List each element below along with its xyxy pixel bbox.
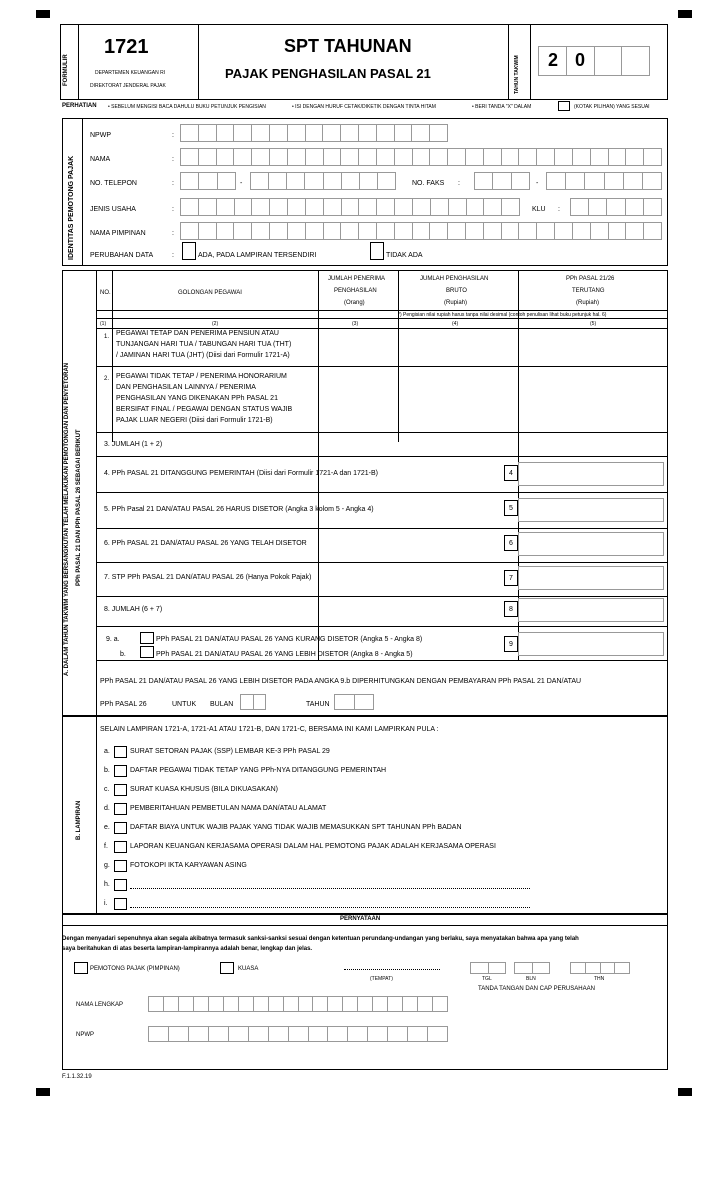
tahun-input[interactable] — [334, 694, 374, 710]
row-8-number: 8 — [504, 601, 518, 617]
row-6-number: 6 — [504, 535, 518, 551]
row-9a-label: PPh PASAL 21 DAN/ATAU PASAL 26 YANG KURANG DISETOR (Angka 5 - Angka 8) — [156, 636, 423, 643]
tgl-label: TGL — [482, 976, 492, 982]
row-9-number: 9 — [504, 636, 518, 652]
kuasa-checkbox[interactable] — [220, 962, 234, 974]
lampiran-checkbox[interactable] — [114, 898, 127, 910]
lampiran-item-key: a. — [104, 748, 110, 755]
col-bruto-header: (Rupiah) — [444, 300, 468, 306]
faks-label: NO. FAKS — [412, 180, 445, 187]
row-6-label: 6. PPh PASAL 21 DAN/ATAU PASAL 26 YANG TELAH DISETOR — [104, 540, 307, 547]
tahun-takwim-label: TAHUN TAKWIM — [514, 55, 520, 94]
row-1-label: / JAMINAN HARI TUA (JHT) (Diisi dari Formulir 1721-A) — [116, 352, 290, 359]
perhatian-label: PERHATIAN — [62, 103, 97, 109]
lampiran-item-label: SURAT KUASA KHUSUS (BILA DIKUASAKAN) — [130, 786, 278, 793]
bln-input[interactable] — [514, 962, 550, 974]
colon: : — [458, 180, 460, 187]
colon: : — [172, 252, 174, 259]
checkbox-sample — [558, 101, 570, 111]
note-text: *) Pengisian nilai rupiah harus tanpa nilai desimal (contoh penulisan lihat buku petunjuk hal. 6) — [398, 312, 607, 318]
row-9-value[interactable] — [518, 632, 664, 656]
lampiran-other-input[interactable] — [130, 887, 530, 889]
dash: - — [240, 180, 243, 187]
lampiran-checkbox[interactable] — [114, 746, 127, 758]
col-pph-header: TERUTANG — [572, 288, 605, 294]
section-b-box — [62, 716, 668, 914]
lampiran-item-label: FOTOKOPI IKTA KARYAWAN ASING — [130, 862, 247, 869]
row-2-label: DAN PENGHASILAN LAINNYA / PENERIMA — [116, 384, 256, 391]
nama-input[interactable] — [180, 148, 662, 166]
untuk-label: UNTUK — [172, 701, 197, 708]
col-penerima-header: PENGHASILAN — [334, 288, 377, 294]
col-no-header: NO. — [100, 290, 111, 296]
col-index: (4) — [452, 321, 459, 327]
lampiran-checkbox[interactable] — [114, 822, 127, 834]
pernyataan-text: saya beritahukan di atas beserta lampiran-lampirannya adalah benar, lengkap dan jelas. — [62, 946, 313, 952]
colon: : — [172, 132, 174, 139]
pernyataan-text: Dengan menyadari sepenuhnya akan segala akibatnya termasuk sanksi-sanksi sesuai dengan ketentuan perundang-undangan yang berlaku, saya menyatakan bahwa apa yang telah — [62, 936, 579, 942]
npwp-label: NPWP — [90, 132, 111, 139]
faks-number-input[interactable] — [546, 172, 662, 190]
dept-label: DEPARTEMEN KEUANGAN RI — [95, 70, 166, 76]
lampiran-item-key: f. — [104, 843, 108, 850]
colon: : — [172, 156, 174, 163]
row-7-value[interactable] — [518, 566, 664, 590]
lampiran-checkbox[interactable] — [114, 841, 127, 853]
perhatian-bullet: • SEBELUM MENGISI BACA DAHULU BUKU PETUNJUK PENGISIAN — [108, 104, 266, 110]
row-number: 2. — [104, 376, 110, 382]
row-number: 1. — [104, 334, 110, 340]
tahun-label: TAHUN — [306, 701, 330, 708]
lampiran-item-label: DAFTAR PEGAWAI TIDAK TETAP YANG PPh-NYA DITANGGUNG PEMERINTAH — [130, 767, 387, 774]
perhatian-bullet: • BERI TANDA "X" DALAM — [472, 104, 532, 110]
row-1-label: TUNJANGAN HARI TUA / TABUNGAN HARI TUA (THT) — [116, 341, 292, 348]
section-b-side-label: B. LAMPIRAN — [76, 800, 82, 840]
bulan-label: BULAN — [210, 701, 234, 708]
lampiran-item-key: h. — [104, 881, 110, 888]
faks-area-input[interactable] — [474, 172, 530, 190]
col-bruto-header: JUMLAH PENGHASILAN — [420, 276, 489, 282]
row-2-label: PAJAK LUAR NEGERI (Diisi dari Formulir 1721-B) — [116, 417, 273, 424]
colon: : — [558, 206, 560, 213]
row-4-number: 4 — [504, 465, 518, 481]
page-subtitle: PAJAK PENGHASILAN PASAL 21 — [225, 66, 431, 81]
identitas-side-label: IDENTITAS PEMOTONG PAJAK — [68, 155, 75, 260]
row-10-label: PPh PASAL 21 DAN/ATAU PASAL 26 YANG LEBIH DISETOR PADA ANGKA 9.b DIPERHITUNGKAN DENGAN PEMBAYARAN PPh PASAL 21 DAN/ATAU — [100, 678, 582, 685]
perubahan-ada-label: ADA, PADA LAMPIRAN TERSENDIRI — [198, 252, 317, 259]
perubahan-ada-checkbox[interactable] — [182, 242, 196, 260]
lampiran-checkbox[interactable] — [114, 879, 127, 891]
col-pph-header: (Rupiah) — [576, 300, 600, 306]
tempat-input[interactable] — [344, 968, 440, 970]
col-index: (3) — [352, 321, 359, 327]
row-8-value[interactable] — [518, 598, 664, 622]
row-8-label: 8. JUMLAH (6 + 7) — [104, 606, 163, 613]
telepon-label: NO. TELEPON — [90, 180, 137, 187]
row-5-label: 5. PPh Pasal 21 DAN/ATAU PASAL 26 HARUS DISETOR (Angka 3 kolom 5 - Angka 4) — [104, 506, 374, 513]
npwp-sign-label: NPWP — [76, 1032, 94, 1038]
corner-mark — [678, 1088, 692, 1096]
col-bruto-header: BRUTO — [446, 288, 467, 294]
perubahan-label: PERUBAHAN DATA — [90, 252, 154, 259]
pemotong-label: PEMOTONG PAJAK (PIMPINAN) — [90, 966, 180, 972]
klu-input[interactable] — [570, 198, 662, 216]
lampiran-checkbox[interactable] — [114, 784, 127, 796]
col-index: (1) — [100, 321, 107, 327]
dash: - — [536, 180, 539, 187]
corner-mark — [678, 10, 692, 18]
lampiran-item-label: LAPORAN KEUANGAN KERJASAMA OPERASI DALAM HAL PEMOTONG PAJAK ADALAH KERJASAMA OPERASI — [130, 843, 496, 850]
perhatian-bullet: • ISI DENGAN HURUF CETAK/DIKETIK DENGAN TINTA HITAM — [292, 104, 436, 110]
row-9b-key: b. — [120, 651, 126, 658]
lampiran-item-key: e. — [104, 824, 110, 831]
perubahan-tidak-label: TIDAK ADA — [386, 252, 423, 259]
npwp-input[interactable] — [180, 124, 448, 142]
klu-label: KLU — [532, 206, 546, 213]
row-2-label: PEGAWAI TIDAK TETAP / PENERIMA HONORARIUM — [116, 373, 287, 380]
lampiran-item-key: i. — [104, 900, 108, 907]
thn-label: THN — [594, 976, 605, 982]
row-3-label: 3. JUMLAH (1 + 2) — [104, 441, 163, 448]
year-prefix: 2 0 — [548, 50, 592, 70]
pimpinan-input[interactable] — [180, 222, 662, 240]
row-7-label: 7. STP PPh PASAL 21 DAN/ATAU PASAL 26 (Hanya Pokok Pajak) — [104, 574, 312, 581]
form-number: 1721 — [104, 36, 149, 58]
corner-mark — [36, 10, 50, 18]
row-6-value[interactable] — [518, 532, 664, 556]
pernyataan-title: PERNYATAAN — [340, 916, 381, 922]
lampiran-item-key: g. — [104, 862, 110, 869]
lampiran-item-label: SURAT SETORAN PAJAK (SSP) LEMBAR KE-3 PPh PASAL 29 — [130, 748, 330, 755]
lampiran-item-key: c. — [104, 786, 110, 793]
colon: : — [172, 206, 174, 213]
col-penerima-header: (Orang) — [344, 300, 365, 306]
lampiran-intro: SELAIN LAMPIRAN 1721-A, 1721-A1 ATAU 1721-B, DAN 1721-C, BERSAMA INI KAMI LAMPIRKAN PULA : — [100, 726, 439, 733]
perubahan-tidak-checkbox[interactable] — [370, 242, 384, 260]
col-pph-header: PPh PASAL 21/26 — [566, 276, 615, 282]
row-4-value[interactable] — [518, 462, 664, 486]
form-code: F.1.1.32.19 — [62, 1074, 92, 1080]
section-a-side-label: A. DALAM TAHUN TAKWIM YANG BERSANGKUTAN TELAH MELAKUKAN PEMOTONGAN DAN PENYETORAN — [64, 362, 70, 676]
lampiran-checkbox[interactable] — [114, 860, 127, 872]
colon: : — [172, 180, 174, 187]
ttd-label: TANDA TANGAN DAN CAP PERUSAHAAN — [478, 986, 595, 992]
col-golongan-header: GOLONGAN PEGAWAI — [178, 290, 242, 296]
nama-lengkap-label: NAMA LENGKAP — [76, 1002, 124, 1008]
section-a-side-label-2: PPh PASAL 21 DAN PPh PASAL 26 SEBAGAI BERIKUT — [76, 429, 82, 586]
lampiran-other-input[interactable] — [130, 906, 530, 908]
row-1-label: PEGAWAI TETAP DAN PENERIMA PENSIUN ATAU — [116, 330, 279, 337]
tempat-label: (TEMPAT) — [370, 976, 393, 982]
col-index: (5) — [590, 321, 597, 327]
nama-label: NAMA — [90, 156, 111, 163]
lampiran-checkbox[interactable] — [114, 803, 127, 815]
bln-label: BLN — [526, 976, 536, 982]
telepon-number-input[interactable] — [250, 172, 396, 190]
row-7-number: 7 — [504, 570, 518, 586]
row-9a-checkbox[interactable] — [140, 632, 154, 644]
row-2-label: PENGHASILAN YANG DIKENAKAN PPh PASAL 21 — [116, 395, 278, 402]
row-5-number: 5 — [504, 500, 518, 516]
colon: : — [172, 230, 174, 237]
jenis-usaha-input[interactable] — [180, 198, 520, 216]
kuasa-label: KUASA — [238, 966, 259, 972]
row-10-label-2: PPh PASAL 26 — [100, 701, 147, 708]
directorate-label: DIREKTORAT JENDERAL PAJAK — [90, 83, 166, 89]
formulir-label: FORMULIR — [63, 54, 69, 86]
lampiran-item-key: b. — [104, 767, 110, 774]
thn-input[interactable] — [570, 962, 630, 974]
lampiran-checkbox[interactable] — [114, 765, 127, 777]
nama-lengkap-input[interactable] — [148, 996, 448, 1012]
npwp-sign-input[interactable] — [148, 1026, 448, 1042]
telepon-area-input[interactable] — [180, 172, 236, 190]
lampiran-item-key: d. — [104, 805, 110, 812]
col-index: (2) — [212, 321, 219, 327]
row-2-label: BERSIFAT FINAL / PEGAWAI DENGAN STATUS WAJIB — [116, 406, 293, 413]
row-9b-label: PPh PASAL 21 DAN/ATAU PASAL 26 YANG LEBIH DISETOR (Angka 8 - Angka 5) — [156, 651, 413, 658]
lampiran-item-label: DAFTAR BIAYA UNTUK WAJIB PAJAK YANG TIDAK WAJIB MEMASUKKAN SPT TAHUNAN PPh BADAN — [130, 824, 462, 831]
page-title: SPT TAHUNAN — [284, 36, 412, 56]
corner-mark — [36, 1088, 50, 1096]
row-9b-checkbox[interactable] — [140, 646, 154, 658]
row-4-label: 4. PPh PASAL 21 DITANGGUNG PEMERINTAH (Diisi dari Formulir 1721-A dan 1721-B) — [104, 470, 378, 477]
pimpinan-label: NAMA PIMPINAN — [90, 230, 146, 237]
pemotong-checkbox[interactable] — [74, 962, 88, 974]
perhatian-bullet: (KOTAK PILIHAN) YANG SESUAI — [574, 104, 650, 110]
col-penerima-header: JUMLAH PENERIMA — [328, 276, 386, 282]
jenis-usaha-label: JENIS USAHA — [90, 206, 136, 213]
tgl-input[interactable] — [470, 962, 506, 974]
row-5-value[interactable] — [518, 498, 664, 522]
row-9-label: 9. a. — [106, 636, 120, 643]
bulan-input[interactable] — [240, 694, 266, 710]
lampiran-item-label: PEMBERITAHUAN PEMBETULAN NAMA DAN/ATAU ALAMAT — [130, 805, 327, 812]
